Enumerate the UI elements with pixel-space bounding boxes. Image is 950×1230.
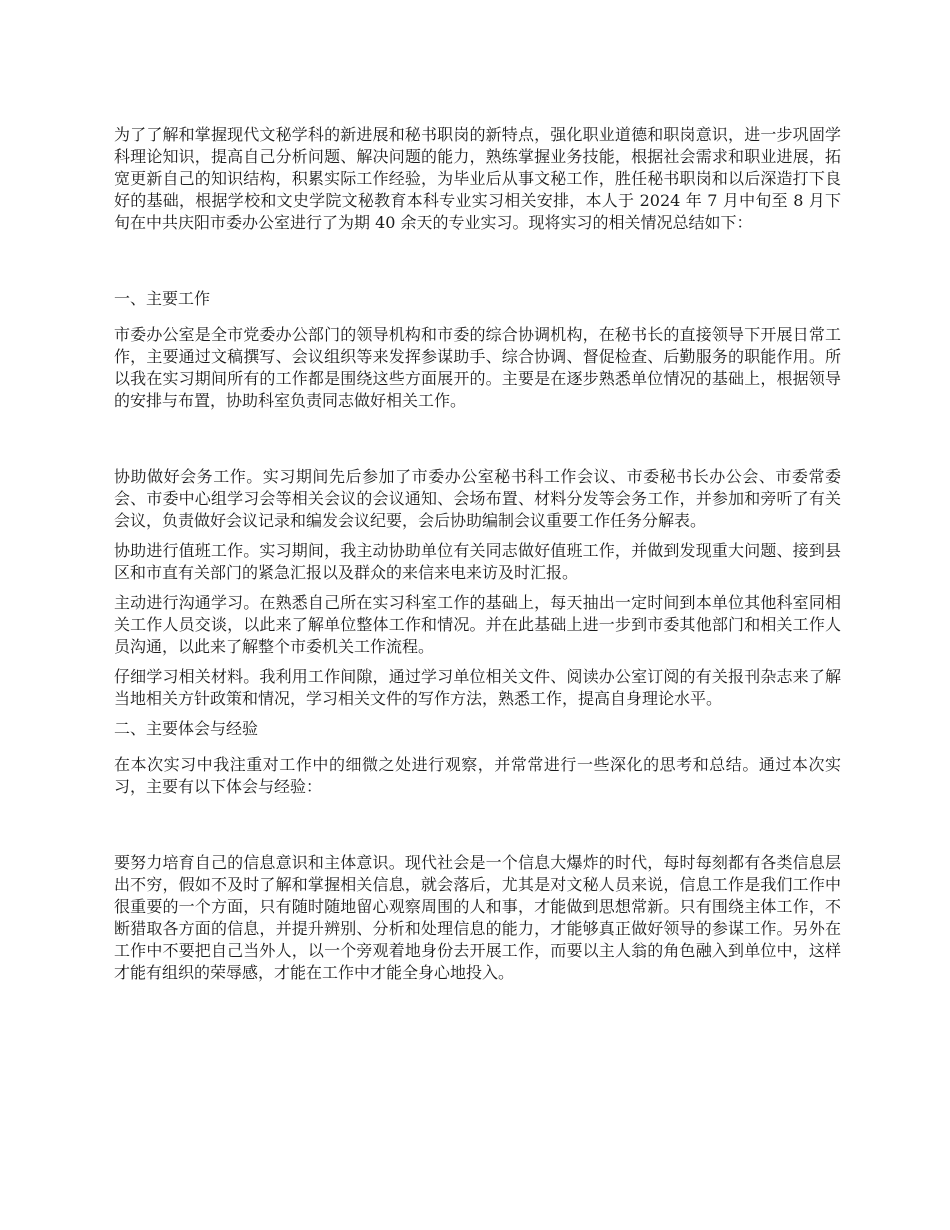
body-paragraph: 主动进行沟通学习。在熟悉自己所在实习科室工作的基础上，每天抽出一定时间到本单位其他科室同相关工作人员交谈，以此来了解单位整体工作和情况。并在此基础上进一步到市委其他部门和相关工作人员沟通，以此来了解整个市委机关工作流程。	[114, 593, 841, 656]
body-paragraph: 协助做好会务工作。实习期间先后参加了市委办公室秘书科工作会议、市委秘书长办公会、市委常委会、市委中心组学习会等相关会议的会议通知、会场布置、材料分发等会务工作，并参加和旁听了有关会议，负责做好会议记录和编发会议纪要，会后协助编制会议重要工作任务分解表。	[114, 467, 841, 530]
intro-paragraph: 为了了解和掌握现代文秘学科的新进展和秘书职岗的新特点，强化职业道德和职岗意识，进一步巩固学科理论知识，提高自己分析问题、解决问题的能力，熟练掌握业务技能，根据社会需求和职业进展，拓宽更新自己的知识结构，积累实际工作经验，为毕业后从事文秘工作，胜任秘书职岗和以后深造打下良好的基础，根据学校和文史学院文秘教育本科专业实习相关安排，本人于 2024 年 7 月中旬至 8 月下旬在中共庆阳市委办公室进行了为期 40 余天的专业实习。现将实习的相关情况总结如下：	[114, 125, 841, 232]
document-body	[114, 124, 841, 984]
section-heading-main-work: 一、主要工作	[114, 289, 211, 308]
section-heading-experience: 二、主要体会与经验	[114, 719, 259, 738]
body-paragraph: 仔细学习相关材料。我利用工作间隙，通过学习单位相关文件、阅读办公室订阅的有关报刊杂志来了解当地相关方针政策和情况，学习相关文件的写作方法，熟悉工作，提高自身理论水平。	[114, 667, 841, 708]
body-paragraph: 市委办公室是全市党委办公部门的领导机构和市委的综合协调机构，在秘书长的直接领导下开展日常工作，主要通过文稿撰写、会议组织等来发挥参谋助手、综合协调、督促检查、后勤服务的职能作用。所以我在实习期间所有的工作都是围绕这些方面展开的。主要是在逐步熟悉单位情况的基础上，根据领导的安排与布置，协助科室负责同志做好相关工作。	[114, 325, 841, 410]
body-paragraph: 在本次实习中我注重对工作中的细微之处进行观察，并常常进行一些深化的思考和总结。通过本次实习，主要有以下体会与经验：	[114, 755, 841, 796]
body-paragraph: 协助进行值班工作。实习期间，我主动协助单位有关同志做好值班工作，并做到发现重大问题、接到县区和市直有关部门的紧急汇报以及群众的来信来电来访及时汇报。	[114, 541, 841, 582]
body-paragraph: 要努力培育自己的信息意识和主体意识。现代社会是一个信息大爆炸的时代，每时每刻都有各类信息层出不穷，假如不及时了解和掌握相关信息，就会落后，尤其是对文秘人员来说，信息工作是我们工作中很重要的一个方面，只有随时随地留心观察周围的人和事，才能做到思想常新。只有围绕主体工作，不断猎取各方面的信息，并提升辨别、分析和处理信息的能力，才能够真正做好领导的参谋工作。另外在工作中不要把自己当外人，以一个旁观着地身份去开展工作，而要以主人翁的角色融入到单位中，这样才能有组织的荣辱感，才能在工作中才能全身心地投入。	[114, 853, 841, 982]
